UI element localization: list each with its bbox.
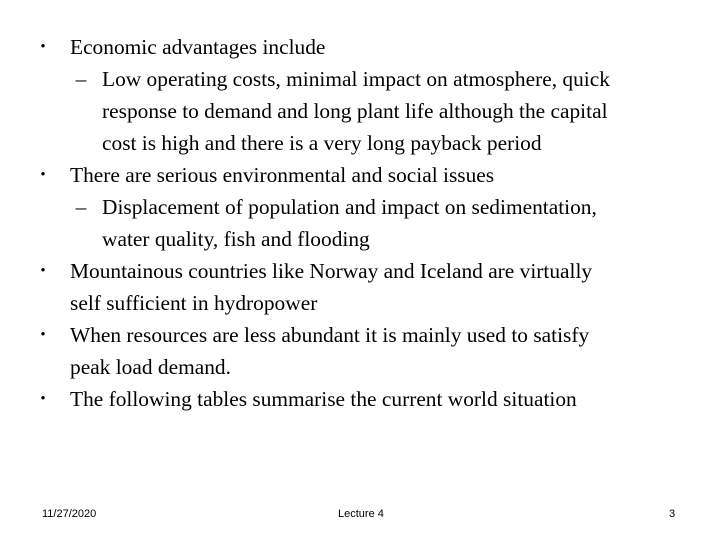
bullet-environmental-issues — [36, 159, 686, 255]
footer-page-number: 3 — [669, 508, 676, 520]
sub-bullet-list — [70, 191, 686, 255]
bullet-text: peak load demand. — [70, 355, 231, 379]
sub-bullet-operating-costs — [70, 63, 686, 159]
slide-body — [36, 31, 686, 415]
bullet-text: self sufficient in hydropower — [70, 291, 318, 315]
sub-bullet-text: response to demand and long plant life although the capital — [102, 99, 608, 123]
bullet-text: There are serious environmental and social issues — [70, 163, 495, 187]
bullet-marker: • — [40, 391, 46, 407]
bullet-text: Economic advantages include — [70, 35, 326, 59]
bullet-mountainous-countries — [36, 255, 686, 319]
bullet-text: When resources are less abundant it is mainly used to satisfy — [70, 323, 590, 347]
bullet-marker: • — [40, 167, 46, 183]
footer-lecture-label: Lecture 4 — [338, 508, 384, 520]
sub-bullet-text: cost is high and there is a very long payback period — [102, 131, 542, 155]
bullet-tables-summary — [36, 383, 686, 415]
sub-bullet-text: water quality, fish and flooding — [102, 227, 370, 251]
bullet-text: The following tables summarise the current world situation — [70, 387, 577, 411]
sub-bullet-marker: – — [75, 67, 87, 91]
bullet-marker: • — [40, 263, 46, 279]
footer-date: 11/27/2020 — [42, 508, 97, 520]
bullet-marker: • — [40, 327, 46, 343]
sub-bullet-displacement — [70, 191, 686, 255]
bullet-text: Mountainous countries like Norway and Iceland are virtually — [70, 259, 593, 283]
bullet-economic-advantages — [36, 31, 686, 159]
sub-bullet-text: Low operating costs, minimal impact on atmosphere, quick — [102, 67, 610, 91]
bullet-peak-load — [36, 319, 686, 383]
sub-bullet-text: Displacement of population and impact on sedimentation, — [102, 195, 597, 219]
sub-bullet-list — [70, 63, 686, 159]
sub-bullet-marker: – — [75, 195, 87, 219]
bullet-marker: • — [40, 39, 46, 55]
